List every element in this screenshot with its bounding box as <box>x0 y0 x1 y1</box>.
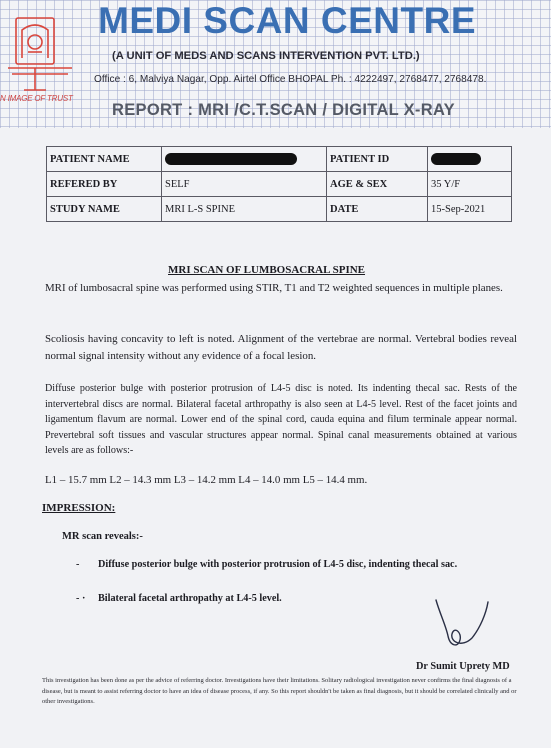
impression-heading: IMPRESSION: <box>42 502 116 514</box>
doctor-signature <box>432 596 492 654</box>
canal-measurements: L1 – 15.7 mm L2 – 14.3 mm L3 – 14.2 mm L4 – 14.0 mm L5 – 14.4 mm. <box>45 474 368 486</box>
study-name-value: MRI L-S SPINE <box>162 197 327 222</box>
date-label: DATE <box>327 197 428 222</box>
report-heading: MRI SCAN OF LUMBOSACRAL SPINE <box>168 264 366 276</box>
medi-scan-logo-icon <box>2 6 80 98</box>
patient-id-value <box>428 147 512 172</box>
impression-item <box>76 593 282 604</box>
centre-subtitle: (A UNIT OF MEDS AND SCANS INTERVENTION PVT. LTD.) <box>112 50 420 62</box>
disclaimer-text: This investigation has been done as per the advice of referring doctor. Investigations have their limitations. Solitary radiological investigation never confirms the final diagnosis of a disease, but is meant to assist referring doctor to have an idea of disease process, if any. So this report shouldn't be taken as final diagnosis, but it should be correlated clinically and or other investigations. <box>42 677 517 705</box>
doctor-name: Dr Sumit Uprety MD <box>416 661 510 672</box>
date-value: 15-Sep-2021 <box>428 197 512 222</box>
patient-name-value <box>162 147 327 172</box>
redaction-mark <box>431 153 481 165</box>
tagline: N IMAGE OF TRUST <box>0 94 73 103</box>
patient-name-label: PATIENT NAME <box>47 147 162 172</box>
impression-item-text: Diffuse posterior bulge with posterior protrusion of L4-5 disc, indenting thecal sac. <box>98 559 458 570</box>
impression-item-text: Bilateral facetal arthropathy at L4-5 level. <box>98 593 282 604</box>
table-row <box>47 147 512 172</box>
findings-paragraph-3: Diffuse posterior bulge with posterior protrusion of L4-5 disc is noted. Its indenting thecal sac. Rests of the intervertebral discs are normal. Bilateral facetal arthropathy is also seen at L4-5 level. Rest of the facet joints and ligamentum flavum are normal. Lower end of the spinal cord, cauda equina and filum terminale appear normal. Prevertebral soft tissues and vascular structures appear normal. Spinal canal measurements obtained at various levels are as follows:- <box>45 383 517 456</box>
bullet-marker: - <box>76 559 80 570</box>
age-sex-value: 35 Y/F <box>428 172 512 197</box>
table-row <box>47 172 512 197</box>
bullet-marker: - · <box>76 593 86 604</box>
study-name-label: STUDY NAME <box>47 197 162 222</box>
patient-id-label: PATIENT ID <box>327 147 428 172</box>
centre-name: MEDI SCAN CENTRE <box>98 0 477 41</box>
impression-item <box>76 559 457 570</box>
age-sex-label: AGE & SEX <box>327 172 428 197</box>
impression-intro: MR scan reveals:- <box>62 531 143 542</box>
patient-info-table <box>46 146 512 222</box>
centre-address: Office : 6, Malviya Nagar, Opp. Airtel Office BHOPAL Ph. : 4222497, 2768477, 2768478. <box>94 74 487 85</box>
table-row <box>47 197 512 222</box>
redaction-mark <box>165 153 297 165</box>
report-title: REPORT : MRI /C.T.SCAN / DIGITAL X-RAY <box>112 101 455 119</box>
referred-by-label: REFERED BY <box>47 172 162 197</box>
letterhead <box>0 0 551 128</box>
referred-by-value: SELF <box>162 172 327 197</box>
findings-paragraph-1: MRI of lumbosacral spine was performed using STIR, T1 and T2 weighted sequences in multiple planes. <box>45 282 503 294</box>
findings-paragraph-2: Scoliosis having concavity to left is noted. Alignment of the vertebrae are normal. Vertebral bodies reveal normal signal intensity without any evidence of a focal lesion. <box>45 333 517 362</box>
